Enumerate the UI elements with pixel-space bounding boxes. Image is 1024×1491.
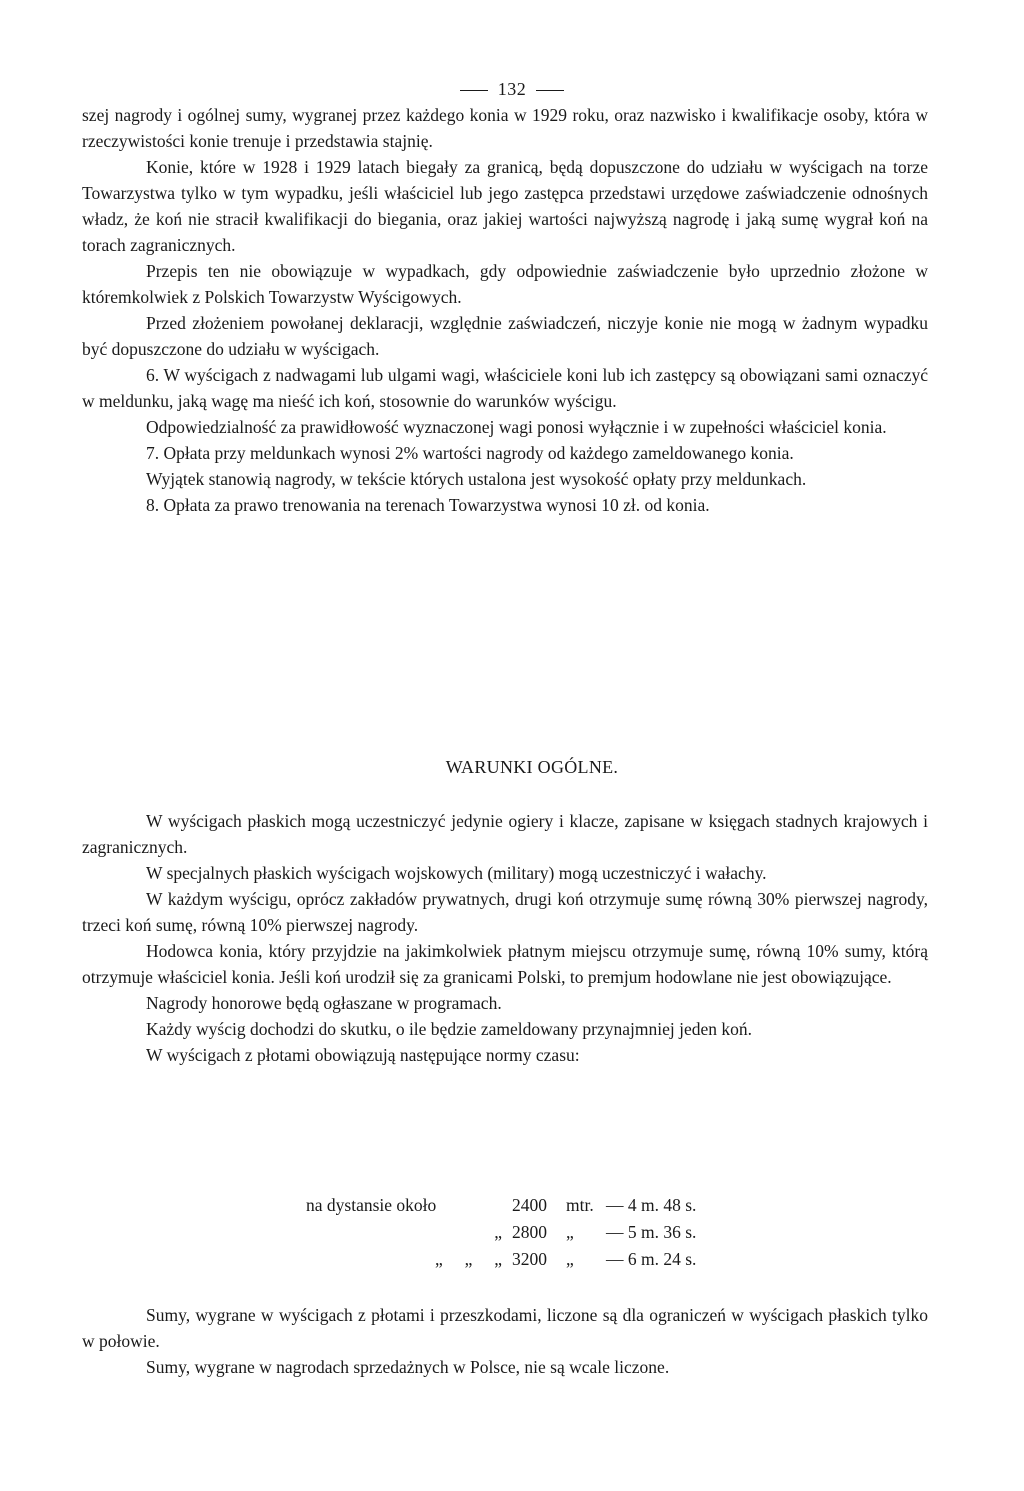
page-number-text: 132 bbox=[497, 79, 527, 99]
time-norm-prefix: na dystansie około bbox=[306, 1195, 437, 1215]
time-norm-time: — 5 m. 36 s. bbox=[606, 1222, 697, 1242]
top-text-block bbox=[82, 102, 928, 518]
paragraph: Przed złożeniem powołanej deklaracji, względnie zaświadczeń, niczyje konie nie mogą w żadnym wypadku być dopuszczone do udziału w wyścigach. bbox=[82, 313, 928, 359]
page-number bbox=[0, 76, 1024, 102]
paragraph: 7. Opłata przy meldunkach wynosi 2% wartości nagrody od każdego zameldowanego konia. bbox=[146, 443, 794, 463]
time-norm-unit: mtr. bbox=[566, 1195, 594, 1215]
time-norm-time: — 4 m. 48 s. bbox=[606, 1195, 697, 1215]
paragraph: W wyścigach z płotami obowiązują następujące normy czasu: bbox=[146, 1045, 580, 1065]
paragraph: Sumy, wygrane w nagrodach sprzedażnych w Polsce, nie są wcale liczone. bbox=[146, 1357, 670, 1377]
time-norms-table bbox=[306, 1192, 726, 1273]
time-norm-time: — 6 m. 24 s. bbox=[606, 1249, 697, 1269]
paragraph: 8. Opłata za prawo trenowania na terenach Towarzystwa wynosi 10 zł. od konia. bbox=[146, 495, 710, 515]
paragraph: Sumy, wygrane w wyścigach z płotami i przeszkodami, liczone są dla ograniczeń w wyścigach płaskich tylko w połowie. bbox=[82, 1305, 928, 1351]
paragraph: W każdym wyścigu, oprócz zakładów prywatnych, drugi koń otrzymuje sumę równą 30% pierwszej nagrody, trzeci koń sumę, równą 10% pierwszej nagrody. bbox=[82, 889, 928, 935]
paragraph: Hodowca konia, który przyjdzie na jakimkolwiek płatnym miejscu otrzymuje sumę, równą 10% sumy, którą otrzymuje właściciel konia. Jeśli koń urodził się za granicami Polski, to premjum hodowlane nie jest obowiązujące. bbox=[82, 941, 928, 987]
time-norm-unit: „ bbox=[566, 1222, 574, 1242]
paragraph: W wyścigach płaskich mogą uczestniczyć jedynie ogiery i klacze, zapisane w księgach stadnych krajowych i zagranicznych. bbox=[82, 811, 928, 857]
paragraph: Każdy wyścig dochodzi do skutku, o ile będzie zameldowany przynajmniej jeden koń. bbox=[146, 1019, 753, 1039]
page-number-left-dash bbox=[460, 90, 488, 91]
time-norm-prefix: „ „ „ bbox=[434, 1249, 502, 1269]
time-norm-row bbox=[306, 1219, 726, 1246]
time-norm-distance: 2800 bbox=[512, 1222, 547, 1242]
paragraph: Przepis ten nie obowiązuje w wypadkach, gdy odpowiednie zaświadczenie było uprzednio złożone w któremkolwiek z Polskich Towarzystw Wyścigowych. bbox=[82, 261, 928, 307]
paragraph: W specjalnych płaskich wyścigach wojskowych (military) mogą uczestniczyć i wałachy. bbox=[146, 863, 767, 883]
time-norm-distance: 2400 bbox=[512, 1195, 547, 1215]
time-norm-row bbox=[306, 1246, 726, 1273]
time-norm-prefix: „ bbox=[494, 1222, 502, 1242]
time-norm-unit: „ bbox=[566, 1249, 574, 1269]
paragraph: szej nagrody i ogólnej sumy, wygranej przez każdego konia w 1929 roku, oraz nazwisko i kwalifikacje osoby, która w rzeczywistości konie trenuje i przedstawia stajnię. bbox=[82, 105, 928, 151]
paragraph: Konie, które w 1928 i 1929 latach biegały za granicą, będą dopuszczone do udziału w wyścigach na torze Towarzystwa tylko w tym wypadku, jeśli właściciel lub jego zastępca przedstawi urzędowe zaświadczenie odnośnych władz, że koń nie stracił kwalifikacji do biegania, oraz jakiej wartości najwyższą nagrodę i jaką sumę wygrał koń na torach zagranicznych. bbox=[82, 157, 928, 255]
page-number-right-dash bbox=[536, 90, 564, 91]
paragraph: 6. W wyścigach z nadwagami lub ulgami wagi, właściciele koni lub ich zastępcy są obowiązani sami oznaczyć w meldunku, jaką wagę ma nieść ich koń, stosownie do warunków wyścigu. bbox=[82, 365, 928, 411]
final-text-block bbox=[82, 1302, 928, 1380]
general-conditions-block bbox=[82, 808, 928, 1068]
paragraph: Odpowiedzialność za prawidłowość wyznaczonej wagi ponosi wyłącznie i w zupełności właściciel konia. bbox=[146, 417, 887, 437]
time-norm-distance: 3200 bbox=[512, 1249, 547, 1269]
paragraph: Wyjątek stanowią nagrody, w tekście których ustalona jest wysokość opłaty przy meldunkach. bbox=[146, 469, 807, 489]
section-heading: WARUNKI OGÓLNE. bbox=[445, 757, 619, 777]
time-norm-row bbox=[306, 1192, 726, 1219]
paragraph: Nagrody honorowe będą ogłaszane w programach. bbox=[146, 993, 502, 1013]
